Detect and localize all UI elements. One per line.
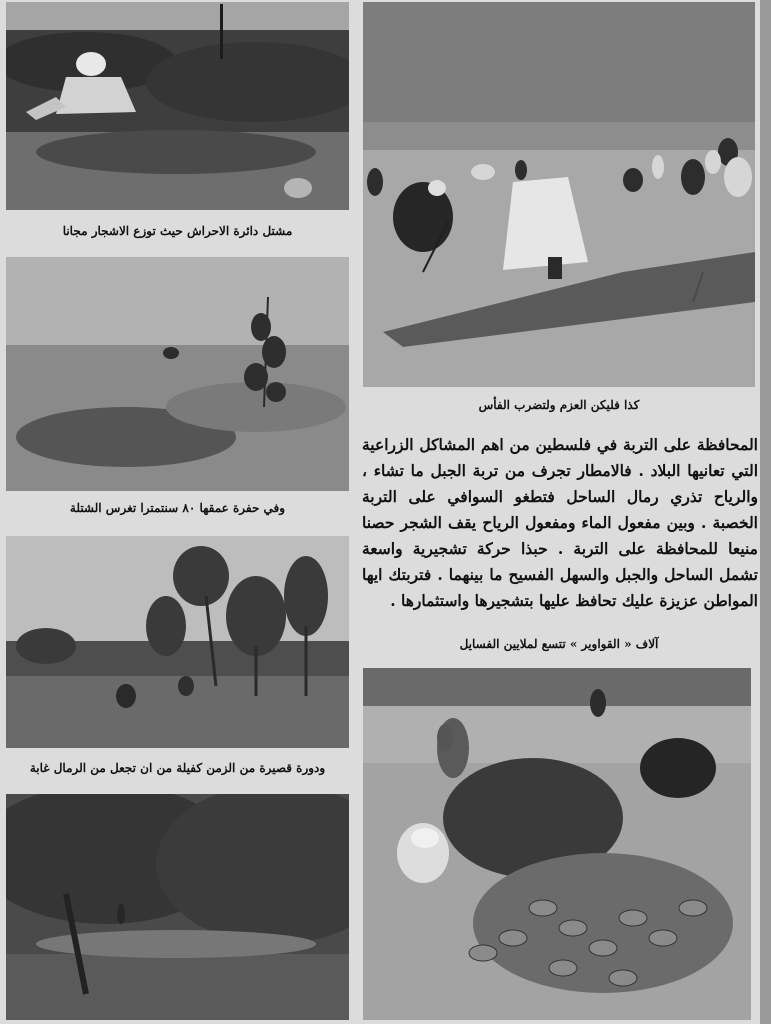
caption-jars: آلاف « القواوير » تتسع لملايين الفسايل bbox=[459, 637, 659, 651]
caption-pit: وفي حفرة عمقها ٨٠ سنتمترا تغرس الشتلة bbox=[69, 501, 286, 515]
photo-hoeing bbox=[363, 2, 755, 387]
photo-forest bbox=[6, 536, 349, 748]
photo-pit bbox=[6, 257, 349, 491]
caption-nursery: مشتل دائرة الاحراش حيث توزع الاشجار مجانا bbox=[62, 224, 293, 238]
page-edge bbox=[760, 0, 771, 1024]
photo-nursery bbox=[6, 2, 349, 210]
article-body: المحافظة على التربة في فلسطين من اهم المشاكل الزراعية التي تعانيها البلاد . فالامطار تجرف من تربة الجبل ما تشاء ، والرياح تذري رمال الساحل فتطغو السوافي على التربة الخصبة . وبين مفعول الماء ومفعول الرياح يقف الشجر حصنا منيعا للمحافظة على التربة . حبذا حركة تشجيرية واسعة تشمل الساحل والجبل والسهل الفسيح ما بينهما . فتربتك ايها المواطن عزيزة عليك تحافظ عليها بتشجيرها واستثمارها . bbox=[362, 435, 758, 610]
photo-jars bbox=[363, 668, 751, 1020]
photo-grove bbox=[6, 794, 349, 1020]
caption-hoeing: كذا فليكن العزم ولتضرب الفأس bbox=[478, 398, 640, 412]
caption-forest: ودورة قصيرة من الزمن كفيلة من ان تجعل من الرمال غابة bbox=[29, 761, 326, 775]
